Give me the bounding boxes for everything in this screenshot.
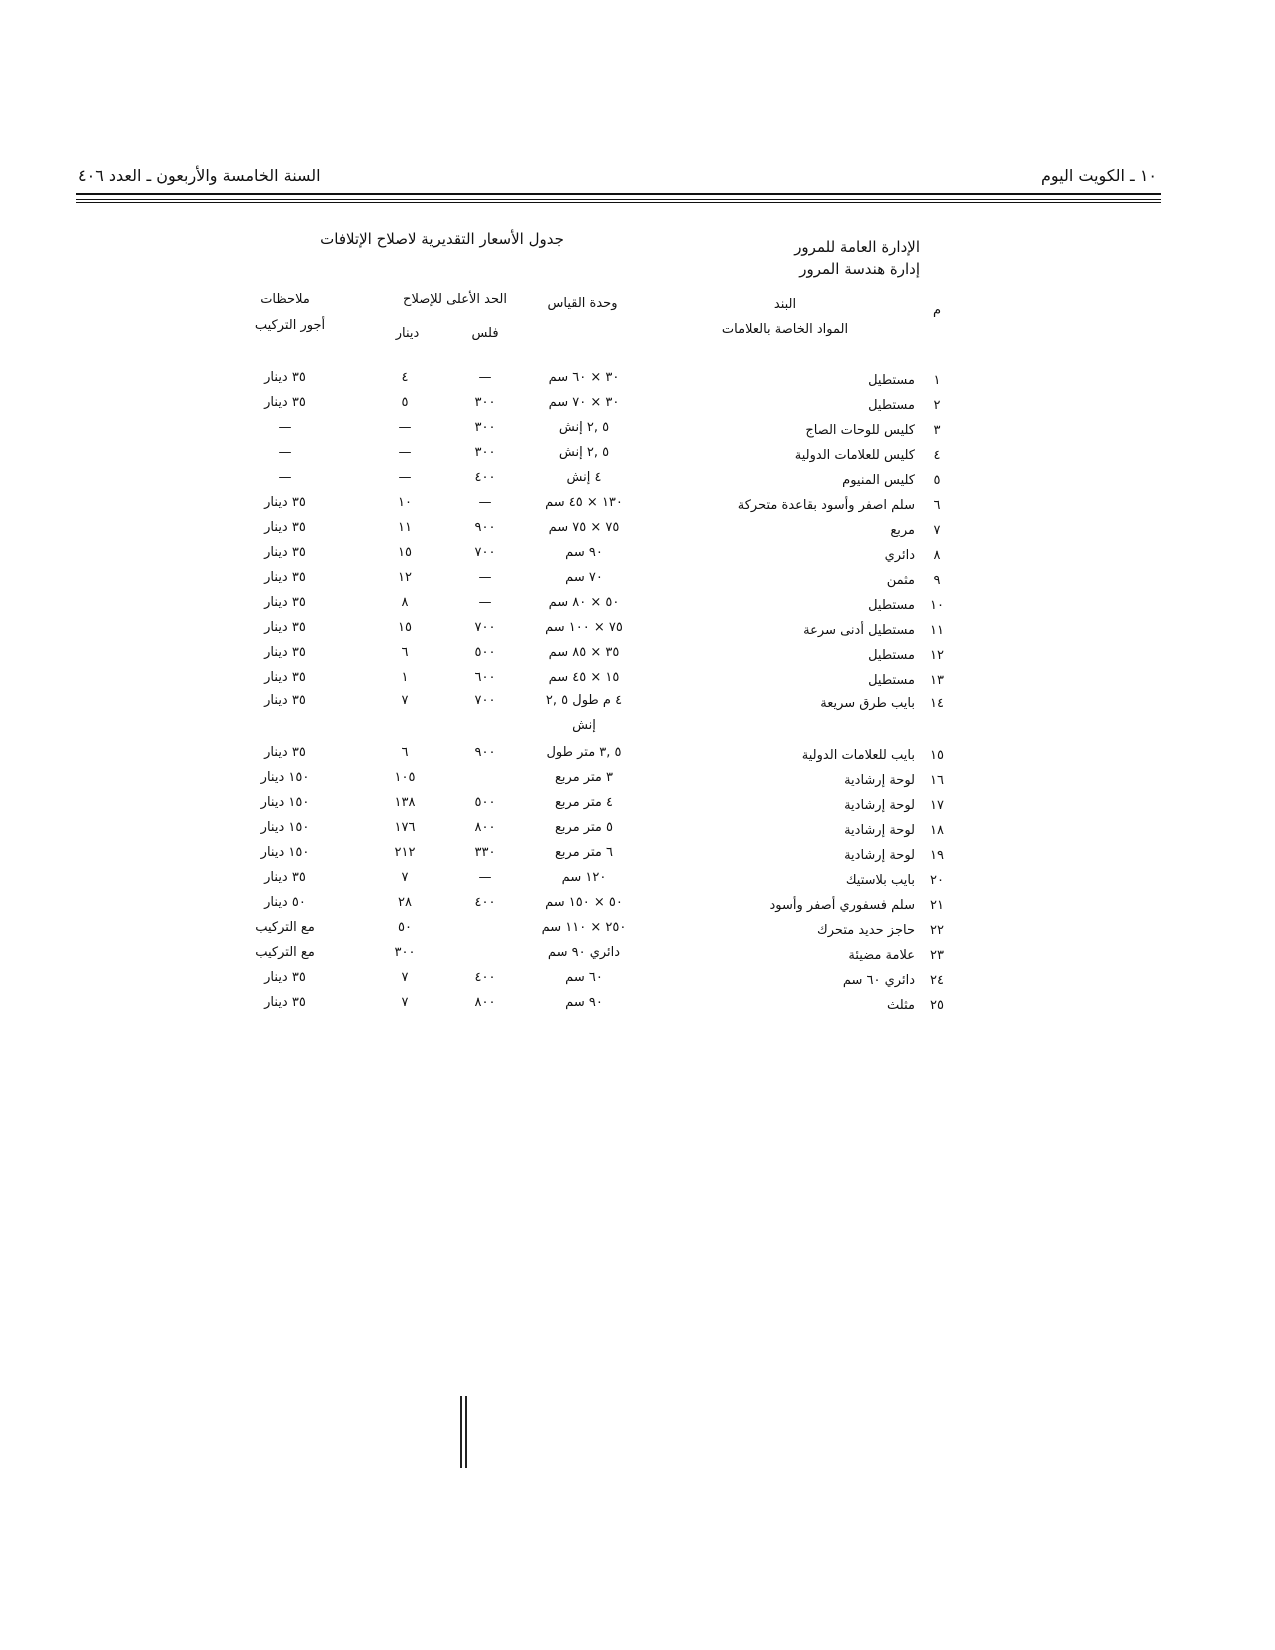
row-fils: —	[478, 495, 492, 510]
row-unit: ٣ متر مربع	[555, 770, 613, 785]
row-item: حاجز حديد متحرك	[817, 923, 915, 938]
row-unit: ١٢٠ سم	[561, 870, 607, 885]
row-number: ٢	[933, 398, 941, 413]
row-unit: ٣٠ × ٦٠ سم	[548, 370, 620, 385]
row-notes: ٣٥ دينار	[264, 970, 306, 985]
page-bottom-bar	[460, 1396, 467, 1468]
row-dinar: ١٧٦	[394, 820, 416, 835]
row-notes: ٣٥ دينار	[264, 370, 306, 385]
row-item: مستطيل	[868, 598, 915, 613]
row-fils: ٥٠٠	[474, 795, 496, 810]
row-notes: ٣٥ دينار	[264, 395, 306, 410]
row-unit: ٣٠ × ٧٠ سم	[548, 395, 620, 410]
row-notes: ١٥٠ دينار	[260, 795, 310, 810]
col-header-item-sub: المواد الخاصة بالعلامات	[721, 322, 849, 337]
department-line-2: إدارة هندسة المرور	[799, 260, 920, 278]
row-unit: ٧٥ × ١٠٠ سم	[545, 620, 623, 635]
row-item: بايب بلاستيك	[845, 873, 915, 888]
row-notes: —	[278, 420, 292, 435]
row-number: ١٩	[930, 848, 944, 863]
row-notes: ٣٥ دينار	[264, 595, 306, 610]
row-dinar: ١٠٥	[394, 770, 416, 785]
row-fils: ٤٠٠	[474, 970, 496, 985]
row-unit: ١٣٠ × ٤٥ سم	[545, 495, 623, 510]
row-fils: ٩٠٠	[474, 745, 496, 760]
row-dinar: —	[398, 420, 412, 435]
row-fils: ٣٠٠	[474, 445, 496, 460]
row-item: لوحة إرشادية	[844, 798, 915, 813]
row-notes: ٣٥ دينار	[264, 495, 306, 510]
col-header-notes: ملاحظات	[260, 292, 310, 307]
row-notes: ٣٥ دينار	[264, 520, 306, 535]
header-rule	[76, 193, 1161, 195]
row-notes: ٣٥ دينار	[264, 545, 306, 560]
row-unit: ٥٠ × ٨٠ سم	[548, 595, 620, 610]
row-dinar: ٥٠	[398, 920, 412, 935]
row-item: بايب طرق سريعة	[820, 696, 915, 711]
row-item: علامة مضيئة	[848, 948, 915, 963]
row-dinar: ٧	[401, 693, 409, 708]
col-header-num: م	[932, 303, 942, 318]
row-fils: —	[478, 370, 492, 385]
row-unit: ٢٥٠ × ١١٠ سم	[541, 920, 627, 935]
row-unit: ٥٠ × ١٥٠ سم	[545, 895, 623, 910]
row-unit: ٥ متر مربع	[555, 820, 613, 835]
header-issue: السنة الخامسة والأربعون ـ العدد ٤٠٦	[78, 166, 321, 185]
row-number: ٣	[933, 423, 941, 438]
header-rule-thin	[76, 199, 1161, 200]
row-dinar: ٤	[401, 370, 409, 385]
row-unit: ٦٠ سم	[565, 970, 603, 985]
row-unit: ٩٠ سم	[565, 995, 603, 1010]
row-fils: ٨٠٠	[474, 995, 496, 1010]
row-unit: ٧٥ × ٧٥ سم	[548, 520, 620, 535]
row-unit: ٦ متر مربع	[555, 845, 613, 860]
row-item: مستطيل	[868, 373, 915, 388]
row-fils: ٣٠٠	[474, 420, 496, 435]
row-notes: —	[278, 445, 292, 460]
row-dinar: ١	[401, 670, 409, 685]
row-fils: ٤٠٠	[474, 470, 496, 485]
row-item: لوحة إرشادية	[844, 773, 915, 788]
row-dinar: ٣٠٠	[394, 945, 416, 960]
row-number: ١٠	[930, 598, 944, 613]
row-fils: ٧٠٠	[474, 693, 496, 708]
row-dinar: ٢١٢	[394, 845, 416, 860]
row-unit: ٩٠ سم	[565, 545, 603, 560]
department-line-1: الإدارة العامة للمرور	[794, 238, 920, 256]
row-notes: ٣٥ دينار	[264, 995, 306, 1010]
row-unit: ٥ ,٢ إنش	[558, 420, 610, 435]
row-fils: ٣٣٠	[474, 845, 496, 860]
row-number: ١٥	[930, 748, 944, 763]
row-dinar: ٧	[401, 970, 409, 985]
row-notes: ٣٥ دينار	[264, 620, 306, 635]
col-header-notes-sub: أجور التركيب	[254, 318, 326, 333]
header-page-title: ١٠ ـ الكويت اليوم	[1040, 166, 1157, 185]
row-unit: ٤ م طول ٥ ,٢	[545, 693, 623, 708]
row-fils: ٩٠٠	[474, 520, 496, 535]
row-item: مستطيل أدنى سرعة	[803, 623, 915, 638]
row-number: ١٧	[930, 798, 944, 813]
row-unit: ٥ ,٢ إنش	[558, 445, 610, 460]
row-fils: —	[478, 570, 492, 585]
row-item: سلم اصفر وأسود بقاعدة متحركة	[737, 498, 915, 513]
row-notes: ١٥٠ دينار	[260, 820, 310, 835]
row-item: كليس للعلامات الدولية	[794, 448, 915, 463]
row-fils: ٦٠٠	[474, 670, 496, 685]
row-dinar: ٥	[401, 395, 409, 410]
row-notes: —	[278, 470, 292, 485]
row-number: ٥	[933, 473, 941, 488]
row-notes: ٣٥ دينار	[264, 693, 306, 708]
row-item: مستطيل	[868, 398, 915, 413]
row-fils: —	[478, 870, 492, 885]
row-fils: ٥٠٠	[474, 645, 496, 660]
row-dinar: ١١	[398, 520, 412, 535]
row-dinar: ١٢	[398, 570, 412, 585]
row-notes: ٣٥ دينار	[264, 670, 306, 685]
row-item: كليس للوحات الصاج	[805, 423, 915, 438]
row-number: ٢٥	[930, 998, 944, 1013]
row-item: بايب للعلامات الدولية	[801, 748, 915, 763]
row-notes: ٣٥ دينار	[264, 570, 306, 585]
row-notes: ٣٥ دينار	[264, 870, 306, 885]
row-dinar: ٢٨	[398, 895, 412, 910]
row-item: دائري	[884, 548, 915, 563]
row-notes: مع التركيب	[255, 920, 315, 935]
row-number: ١١	[930, 623, 944, 638]
row-unit-continued: إنش	[572, 718, 596, 733]
row-dinar: ٦	[401, 745, 409, 760]
row-number: ١٦	[930, 773, 944, 788]
header-rule-thin-2	[76, 202, 1161, 203]
row-item: لوحة إرشادية	[844, 848, 915, 863]
row-number: ١	[933, 373, 941, 388]
row-number: ١٣	[930, 673, 944, 688]
row-notes: ٣٥ دينار	[264, 745, 306, 760]
row-item: مستطيل	[868, 673, 915, 688]
row-item: دائري ٦٠ سم	[842, 973, 915, 988]
row-number: ٢٣	[930, 948, 944, 963]
row-dinar: ٧	[401, 870, 409, 885]
row-dinar: ٨	[401, 595, 409, 610]
row-dinar: —	[398, 470, 412, 485]
row-number: ٧	[933, 523, 941, 538]
row-item: مربع	[890, 523, 915, 538]
row-dinar: ١٥	[398, 545, 412, 560]
row-unit: دائري ٩٠ سم	[547, 945, 621, 960]
row-dinar: ٦	[401, 645, 409, 660]
row-fils: ٧٠٠	[474, 620, 496, 635]
row-number: ١٤	[930, 696, 944, 711]
row-number: ٢٠	[930, 873, 944, 888]
col-header-fils: فلس	[471, 326, 499, 341]
row-item: مثمن	[886, 573, 915, 588]
row-number: ٦	[933, 498, 941, 513]
row-number: ٤	[933, 448, 941, 463]
col-header-item: البند	[773, 297, 797, 312]
row-notes: ١٥٠ دينار	[260, 770, 310, 785]
row-item: لوحة إرشادية	[844, 823, 915, 838]
row-unit: ٣٥ × ٨٥ سم	[548, 645, 620, 660]
row-unit: ٤ متر مربع	[555, 795, 613, 810]
row-number: ١٢	[930, 648, 944, 663]
row-notes: ٣٥ دينار	[264, 645, 306, 660]
row-unit: ٤ إنش	[566, 470, 602, 485]
col-header-dinar: دينار	[395, 326, 420, 341]
row-dinar: ٧	[401, 995, 409, 1010]
row-dinar: ١٠	[398, 495, 412, 510]
row-dinar: —	[398, 445, 412, 460]
row-dinar: ١٣٨	[394, 795, 416, 810]
row-fils: ٤٠٠	[474, 895, 496, 910]
row-fils: ٨٠٠	[474, 820, 496, 835]
row-fils: ٣٠٠	[474, 395, 496, 410]
row-item: سلم فسفوري أصفر وأسود	[769, 898, 915, 913]
row-number: ٢١	[930, 898, 944, 913]
row-item: مثلث	[887, 998, 915, 1013]
row-notes: مع التركيب	[255, 945, 315, 960]
row-number: ٢٤	[930, 973, 944, 988]
row-notes: ٥٠ دينار	[264, 895, 306, 910]
department-block	[794, 236, 920, 280]
row-number: ٢٢	[930, 923, 944, 938]
row-unit: ١٥ × ٤٥ سم	[548, 670, 620, 685]
col-header-unit: وحدة القياس	[547, 296, 618, 311]
row-number: ٨	[933, 548, 941, 563]
row-notes: ١٥٠ دينار	[260, 845, 310, 860]
row-fils: ٧٠٠	[474, 545, 496, 560]
row-unit: ٧٠ سم	[565, 570, 603, 585]
row-number: ١٨	[930, 823, 944, 838]
row-number: ٩	[933, 573, 941, 588]
row-item: كليس المنيوم	[842, 473, 915, 488]
row-dinar: ١٥	[398, 620, 412, 635]
row-item: مستطيل	[868, 648, 915, 663]
col-header-max: الحد الأعلى للإصلاح	[403, 292, 507, 307]
row-unit: ٥ ,٣ متر طول	[546, 745, 622, 760]
row-fils: —	[478, 595, 492, 610]
table-title: جدول الأسعار التقديرية لاصلاح الإتلافات	[320, 230, 564, 248]
